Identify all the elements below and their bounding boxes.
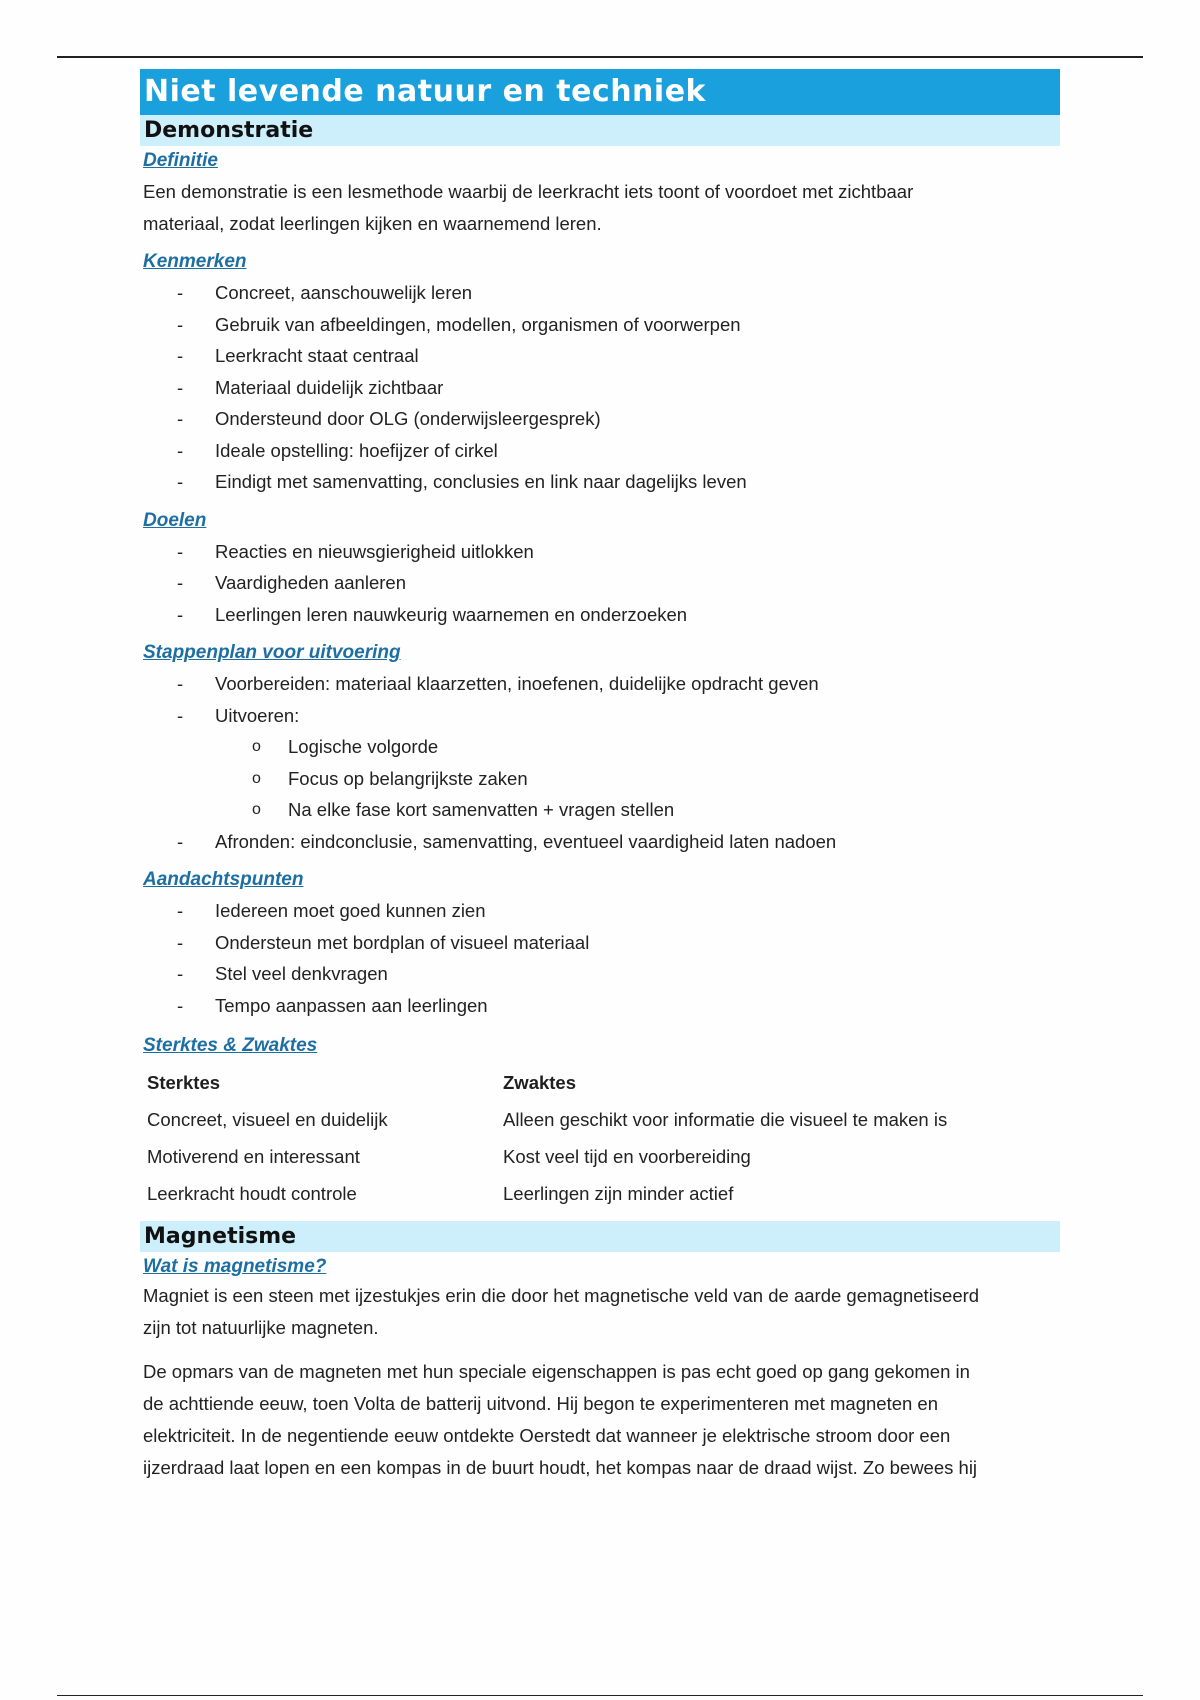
- stappenplan-list: [140, 668, 1060, 731]
- table-header-row: [143, 1065, 947, 1101]
- subheading-aandachtspunten: Aandachtspunten: [143, 869, 304, 890]
- list-item: - Ondersteund door OLG (onderwijsleergesprek): [140, 403, 1060, 435]
- column-header-sterktes: Sterktes: [147, 1072, 221, 1093]
- magnetisme-para-2-line-3: elektriciteit. In de negentiende eeuw ontdekte Oerstedt dat wanneer je elektrische stroom door een: [143, 1425, 951, 1446]
- magnetisme-para-1-line-1: Magniet is een steen met ijzestukjes erin die door het magnetische veld van de aarde gemagnetiseerd: [143, 1285, 980, 1306]
- list-item: - Leerlingen leren nauwkeurig waarnemen en onderzoeken: [140, 599, 1060, 631]
- aandachtspunten-list: [140, 895, 1060, 1021]
- table-cell-sterkte: Leerkracht houdt controle: [147, 1182, 357, 1204]
- magnetisme-para-2-line-2: de achttiende eeuw, toen Volta de batterij uitvond. Hij begon te experimenteren met magneten en: [143, 1393, 939, 1414]
- bottom-rule: [57, 1695, 1143, 1696]
- list-item: - Afronden: eindconclusie, samenvatting, eventueel vaardigheid laten nadoen: [140, 826, 1060, 858]
- table-row: [143, 1138, 947, 1175]
- stappenplan-list-continued: [140, 826, 1060, 858]
- magnetisme-para-1-line-2: zijn tot natuurlijke magneten.: [143, 1317, 379, 1338]
- list-item: - Ondersteun met bordplan of visueel materiaal: [140, 927, 1060, 959]
- document-page: [140, 69, 1060, 1484]
- list-item: - Eindigt met samenvatting, conclusies en link naar dagelijks leven: [140, 466, 1060, 498]
- sub-list-item: o Na elke fase kort samenvatten + vragen stellen: [140, 794, 1060, 826]
- column-header-zwaktes: Zwaktes: [503, 1072, 577, 1093]
- subheading-doelen: Doelen: [143, 509, 207, 531]
- list-item: - Uitvoeren:: [140, 700, 1060, 732]
- list-item: - Iedereen moet goed kunnen zien: [140, 895, 1060, 927]
- list-item: - Gebruik van afbeeldingen, modellen, organismen of voorwerpen: [140, 309, 1060, 341]
- sub-list-item: o Logische volgorde: [140, 731, 1060, 763]
- table-cell-zwakte: Kost veel tijd en voorbereiding: [503, 1145, 751, 1167]
- subheading-sterktes-zwaktes: Sterktes & Zwaktes: [143, 1035, 318, 1056]
- list-item: - Leerkracht staat centraal: [140, 340, 1060, 372]
- list-item: - Materiaal duidelijk zichtbaar: [140, 372, 1060, 404]
- top-rule: [57, 56, 1143, 58]
- table-row: [143, 1101, 947, 1138]
- list-item: - Tempo aanpassen aan leerlingen: [140, 990, 1060, 1022]
- kenmerken-list: [140, 277, 1060, 498]
- list-item: - Vaardigheden aanleren: [140, 567, 1060, 599]
- sterktes-zwaktes-table: [143, 1065, 947, 1212]
- table-cell-sterkte: Concreet, visueel en duidelijk: [147, 1108, 388, 1130]
- subheading-stappenplan: Stappenplan voor uitvoering: [143, 642, 401, 663]
- sub-list-item: o Focus op belangrijkste zaken: [140, 763, 1060, 795]
- list-item: - Reacties en nieuwsgierigheid uitlokken: [140, 536, 1060, 568]
- table-row: [143, 1175, 947, 1212]
- uitvoeren-sublist: [140, 731, 1060, 826]
- definitie-text-line-2: materiaal, zodat leerlingen kijken en waarnemend leren.: [143, 213, 602, 234]
- magnetisme-para-2-line-1: De opmars van de magneten met hun speciale eigenschappen is pas echt goed op gang gekomen in: [143, 1361, 970, 1382]
- list-item: - Concreet, aanschouwelijk leren: [140, 277, 1060, 309]
- table-cell-zwakte: Alleen geschikt voor informatie die visueel te maken is: [503, 1108, 948, 1130]
- list-item: - Ideale opstelling: hoefijzer of cirkel: [140, 435, 1060, 467]
- section-heading-demonstratie: Demonstratie: [140, 115, 1060, 146]
- subheading-definitie: Definitie: [143, 150, 218, 171]
- subheading-wat-is-magnetisme: Wat is magnetisme?: [143, 1256, 327, 1277]
- table-cell-zwakte: Leerlingen zijn minder actief: [503, 1182, 734, 1204]
- section-heading-magnetisme: Magnetisme: [140, 1221, 1060, 1252]
- subheading-kenmerken: Kenmerken: [143, 251, 247, 272]
- doelen-list: [140, 536, 1060, 631]
- definitie-text-line-1: Een demonstratie is een lesmethode waarbij de leerkracht iets toont of voordoet met zichtbaar: [143, 181, 914, 202]
- list-item: - Stel veel denkvragen: [140, 958, 1060, 990]
- table-cell-sterkte: Motiverend en interessant: [147, 1145, 360, 1167]
- document-title: Niet levende natuur en techniek: [140, 69, 1060, 115]
- list-item: - Voorbereiden: materiaal klaarzetten, inoefenen, duidelijke opdracht geven: [140, 668, 1060, 700]
- magnetisme-para-2-line-4: ijzerdraad laat lopen en een kompas in de buurt houdt, het kompas naar de draad wijst. Zo bewees hij: [143, 1457, 978, 1478]
